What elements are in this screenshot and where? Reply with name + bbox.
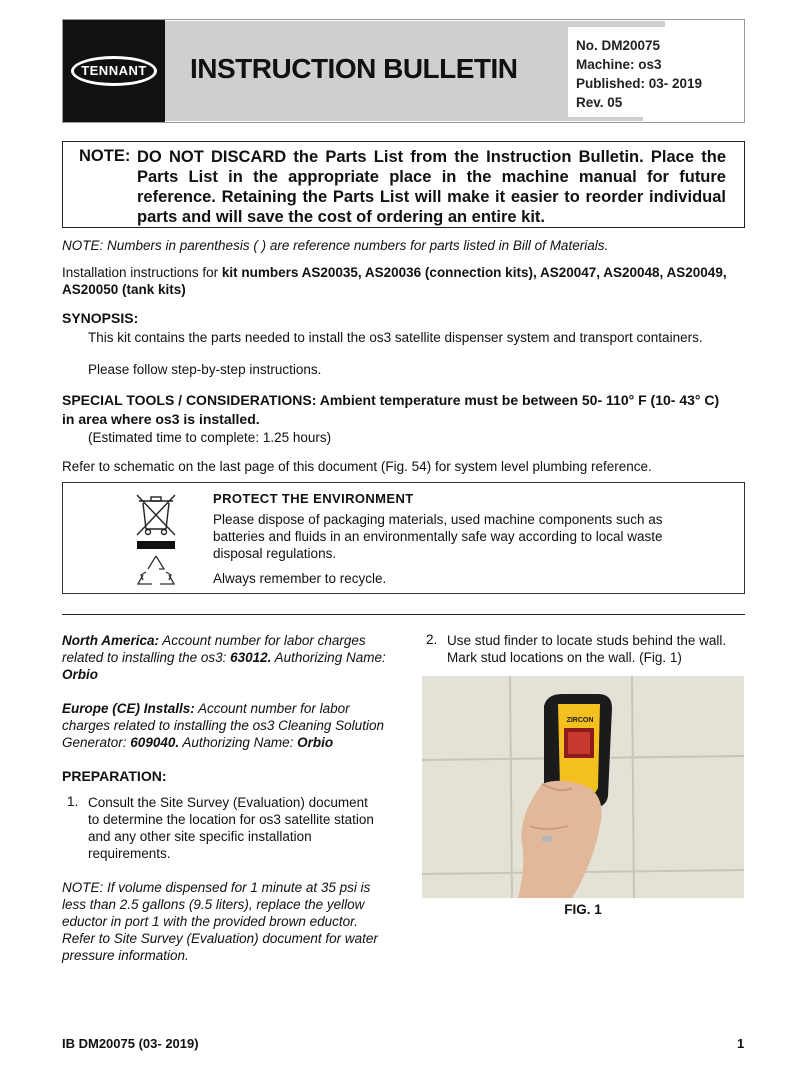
page-title: INSTRUCTION BULLETIN	[190, 53, 518, 84]
step-2-text: Use stud finder to locate studs behind the wall. Mark stud locations on the wall. (Fig. 1)	[447, 633, 727, 665]
synopsis-instruction: Please follow step-by-step instructions.	[88, 362, 322, 377]
step-2	[426, 632, 746, 666]
recycle-icon	[135, 553, 177, 589]
step-1-text: Consult the Site Survey (Evaluation) document to determine the location for os3 satellite station and any other site specific installation requirements.	[88, 795, 374, 861]
preparation-heading: PREPARATION:	[62, 768, 167, 784]
logo-text: TENNANT	[74, 59, 154, 83]
step-1	[62, 794, 392, 862]
north-america-account: North America: Account number for labor charges related to installing the os3: 63012. Authorizing Name: Orbio	[62, 633, 386, 682]
synopsis-text: This kit contains the parts needed to install the os3 satellite dispenser system and transport containers.	[88, 330, 703, 345]
note-text: DO NOT DISCARD the Parts List from the Instruction Bulletin. Place the Parts List in the appropriate place in the machine manual for future reference. Retaining the Parts List will make it easier to reorder individual parts and will save the cost of ordering an entire kit.	[137, 148, 726, 226]
note-label: NOTE:	[79, 147, 131, 165]
reference-note: NOTE: Numbers in parenthesis ( ) are reference numbers for parts listed in Bill of Materials.	[62, 238, 609, 253]
recycle-reminder: Always remember to recycle.	[213, 571, 387, 586]
figure-1-photo	[422, 676, 744, 898]
footer-doc-id: IB DM20075 (03- 2019)	[62, 1036, 199, 1051]
special-tools-heading: SPECIAL TOOLS / CONSIDERATIONS: Ambient temperature must be between 50- 110° F (10- 43° C) in area where os3 is installed.	[62, 392, 720, 427]
install-instructions: Installation instructions for kit numbers AS20035, AS20036 (connection kits), AS20047, AS20048, AS20049, AS20050 (tank kits)	[62, 265, 727, 297]
step-1-number: 1.	[67, 794, 79, 809]
left-column	[62, 632, 392, 964]
volume-note: NOTE: If volume dispensed for 1 minute at 35 psi is less than 2.5 gallons (9.5 liters), replace the yellow eductor in port 1 with the provided brown eductor. Refer to Site Survey (Evaluation) document for water pressure information.	[62, 880, 378, 963]
stud-finder-photo	[422, 676, 744, 898]
header	[62, 19, 745, 123]
tennant-logo	[63, 20, 165, 122]
document-info	[568, 27, 738, 117]
device-brand: ZIRCON	[566, 717, 594, 724]
published-date: Published: 03- 2019	[576, 76, 703, 91]
estimated-time: (Estimated time to complete: 1.25 hours)	[88, 430, 332, 445]
revision: Rev. 05	[576, 95, 623, 110]
section-divider	[62, 614, 745, 615]
doc-number: No. DM20075	[576, 38, 661, 53]
kit-numbers: kit numbers AS20035, AS20036 (connection kits), AS20047, AS20048, AS20049, AS20050 (tank kits)	[62, 265, 727, 297]
step-2-number: 2.	[426, 632, 438, 647]
environment-box	[62, 482, 745, 594]
schematic-reference: Refer to schematic on the last page of this document (Fig. 54) for system level plumbing reference.	[62, 459, 652, 474]
europe-account: Europe (CE) Installs: Account number for labor charges related to installing the os3 Cleaning Solution Generator: 609040. Authorizing Name: Orbio	[62, 701, 384, 750]
environment-title: PROTECT THE ENVIRONMENT	[213, 491, 414, 506]
machine: Machine: os3	[576, 57, 662, 72]
discard-note-box	[62, 141, 745, 228]
environment-body: Please dispose of packaging materials, used machine components such as batteries and fluids in an environmentally safe way according to local waste disposal regulations.	[213, 512, 663, 561]
page-number: 1	[737, 1036, 745, 1051]
figure-1-caption: FIG. 1	[564, 902, 602, 917]
synopsis-heading: SYNOPSIS:	[62, 310, 139, 326]
